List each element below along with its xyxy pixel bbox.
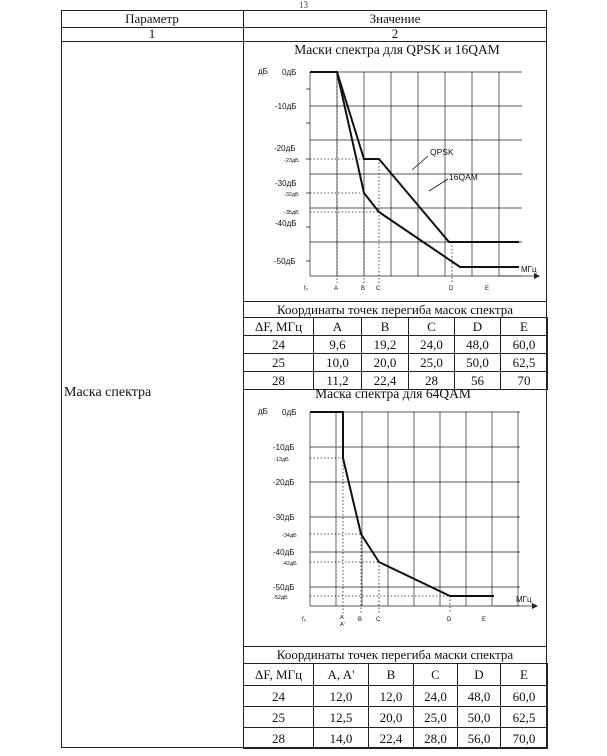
qpsk-label-leader [412, 156, 428, 170]
table-cell: 11,2 [314, 372, 362, 390]
fig2-x-label-e: E [482, 617, 487, 623]
figure-2-chart [244, 401, 547, 641]
table-cell: E [501, 318, 548, 336]
table-cell: 70 [501, 372, 548, 390]
table-cell: 20,0 [362, 354, 409, 372]
fig2-x-label-c: C [376, 617, 381, 623]
table-cell: 25,0 [414, 707, 458, 728]
table-row [244, 686, 548, 707]
fig2-y-label-10: -10дБ [273, 443, 295, 452]
table-cell: D [455, 318, 501, 336]
header-value: Значение [369, 11, 421, 26]
table-row [244, 728, 548, 749]
fig1-y-unit: дБ [258, 67, 268, 76]
table-cell: 9,6 [314, 336, 362, 354]
qpsk-mask-line [310, 72, 519, 242]
table-cell: 50,0 [458, 707, 501, 728]
table-cell: 14,0 [314, 728, 369, 749]
table-cell: 24 [244, 686, 314, 707]
figure-1-ticks [306, 89, 310, 261]
fig2-y-label-40: -40дБ [273, 548, 295, 557]
qam16-series-label: 16QAM [449, 172, 478, 182]
table-cell: 22,4 [362, 372, 409, 390]
table-cell: A, A' [314, 664, 369, 686]
table-cell: B [369, 664, 414, 686]
table-1-title: Координаты точек перегиба масок спектра [277, 302, 513, 317]
table-cell: 24 [244, 336, 314, 354]
frame-left [61, 10, 62, 748]
table-cell: C [409, 318, 455, 336]
table-cell: 60,0 [501, 336, 548, 354]
table-cell: 28 [244, 728, 314, 749]
table-cell: D [458, 664, 501, 686]
table-cell: 28 [409, 372, 455, 390]
qam64-mask-line [310, 412, 494, 596]
table-cell: 48,0 [455, 336, 501, 354]
table-cell: 60,0 [501, 686, 548, 707]
fig2-y-label-34: -34дБ [282, 533, 297, 539]
fig2-y-label-52: -52дБ [273, 595, 288, 601]
table-cell: 10,0 [314, 354, 362, 372]
header-rule [61, 27, 547, 28]
fig1-y-label-23: -23дБ [284, 158, 299, 164]
fig1-y-label-30: -30дБ [275, 179, 297, 188]
coords-table-1 [243, 317, 548, 390]
figure-2-grid [310, 412, 520, 606]
table-row [244, 354, 548, 372]
figure-2-dotted-guides [310, 458, 450, 613]
table-cell: A [314, 318, 362, 336]
fig1-x-label-c: C [376, 286, 381, 292]
fig2-y-unit: дБ [258, 407, 268, 416]
table-cell: 70,0 [501, 728, 548, 749]
fig1-y-label-35: -35дБ [284, 210, 299, 216]
fig1-y-label-32: -32дБ [284, 192, 299, 198]
fig2-x-label-f0: f₀ [302, 617, 307, 623]
table-cell: 28,0 [414, 728, 458, 749]
figure-1-chart [244, 58, 547, 298]
figure-1-title: Маски спектра для QPSK и 16QAM [294, 42, 500, 57]
fig1-x-label-b: B [361, 286, 366, 292]
table-cell: 56 [455, 372, 501, 390]
figure-1-dotted-guides [310, 72, 452, 283]
table-cell: ΔF, МГц [244, 318, 314, 336]
fig2-y-label-0: 0дБ [282, 408, 297, 417]
page-mark: 13 [299, 0, 308, 10]
qpsk-series-label: QPSK [430, 147, 454, 157]
table-cell: E [501, 664, 548, 686]
fig1-y-label-10: -10дБ [275, 102, 297, 111]
table-cell: 12,0 [369, 686, 414, 707]
table-cell: 25 [244, 354, 314, 372]
fig1-y-label-20: -20дБ [274, 144, 296, 153]
table-cell: B [362, 318, 409, 336]
table-cell: 20,0 [369, 707, 414, 728]
fig1-x-label-f0: f₀ [304, 286, 309, 292]
table-cell: 48,0 [458, 686, 501, 707]
x-axis-arrowhead [532, 603, 538, 609]
qam16-mask-line [310, 72, 519, 267]
fig1-y-label-50: -50дБ [274, 257, 296, 266]
fig2-y-label-20: -20дБ [273, 478, 295, 487]
fig1-x-label-a: A [334, 286, 339, 292]
fig2-y-label-13: -13дБ [274, 457, 289, 463]
table-cell: 24,0 [409, 336, 455, 354]
fig1-x-unit: МГц [521, 265, 537, 274]
fig2-y-label-30: -30дБ [273, 513, 295, 522]
table-row [244, 336, 548, 354]
coords-table-2 [243, 663, 548, 749]
table-2-title: Координаты точек перегиба маски спектра [276, 647, 514, 662]
table-cell: 22,4 [369, 728, 414, 749]
table-cell: 28 [244, 372, 314, 390]
table-cell: 24,0 [414, 686, 458, 707]
fig2-x-label-d: D [447, 617, 452, 623]
table-cell: 62,5 [501, 707, 548, 728]
table-cell: 12,0 [314, 686, 369, 707]
table-1-header-row [244, 318, 548, 336]
table-cell: C [414, 664, 458, 686]
fig1-x-label-d: D [449, 286, 454, 292]
table-cell: 56,0 [458, 728, 501, 749]
parameter-label: Маска спектра [64, 385, 152, 400]
fig2-x-unit: МГц [516, 595, 532, 604]
fig1-y-label-0: 0дБ [282, 68, 297, 77]
column-number-2: 2 [391, 26, 399, 41]
table-cell: 50,0 [455, 354, 501, 372]
fig1-y-label-40: -40дБ [275, 219, 297, 228]
table-cell: 62,5 [501, 354, 548, 372]
table-row [244, 707, 548, 728]
table-cell: 19,2 [362, 336, 409, 354]
column-number-1: 1 [148, 26, 156, 41]
fig1-x-label-e: E [485, 286, 490, 292]
table-cell: 25,0 [409, 354, 455, 372]
figure-2-title: Маска спектра для 64QAM [315, 386, 471, 401]
fig2-y-label-42: -42дБ [282, 561, 297, 567]
header-parameter: Параметр [125, 11, 179, 26]
fig2-x-label-b: B [358, 617, 363, 623]
fig2-x-label-a-prime: A' [340, 622, 345, 628]
table-2-header-row [244, 664, 548, 686]
figure-1-grid [310, 72, 522, 276]
table-cell: 12,5 [314, 707, 369, 728]
table-cell: ΔF, МГц [244, 664, 314, 686]
table-cell: 25 [244, 707, 314, 728]
fig2-y-label-50: -50дБ [273, 583, 295, 592]
fig2-x-label-a: A [340, 615, 344, 621]
